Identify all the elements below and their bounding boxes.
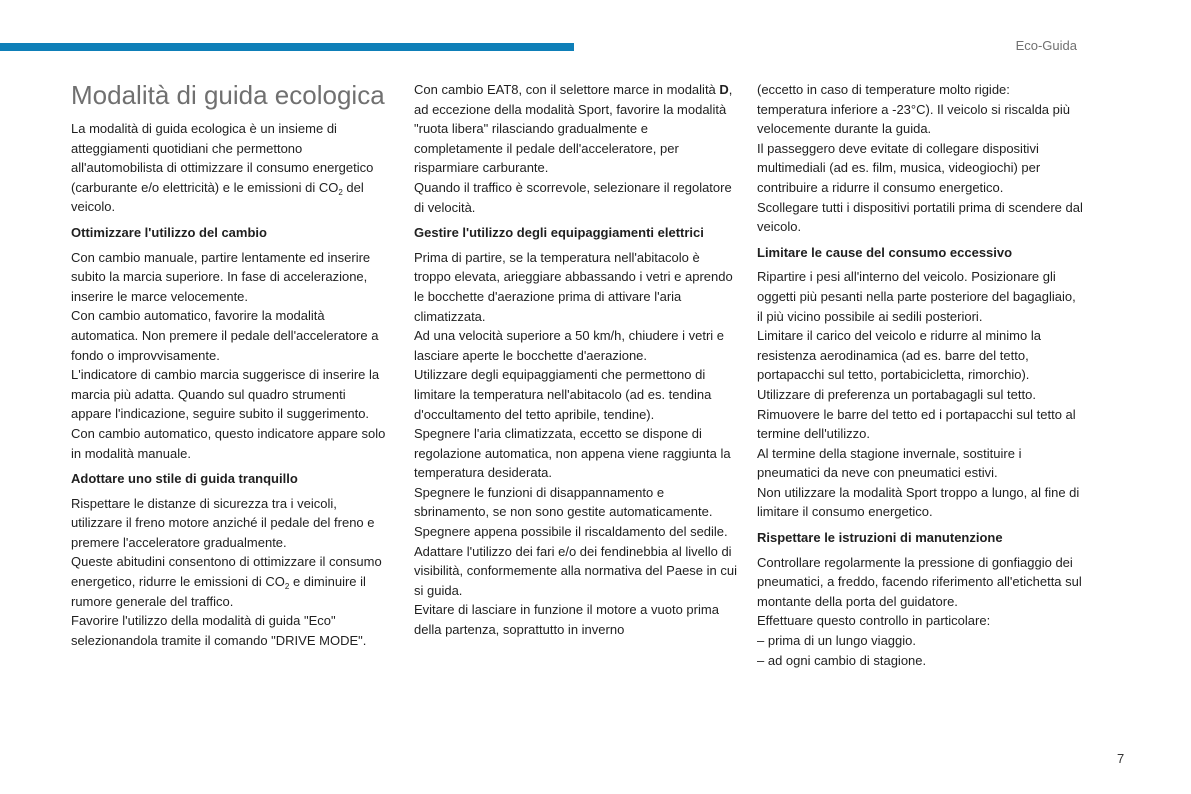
paragraph: Al termine della stagione invernale, sostituire i pneumatici da neve con pneumatici estivi. (757, 445, 1022, 481)
paragraph: Con cambio automatico, favorire la modalità automatica. Non premere il pedale dell'acceleratore a fondo o improvvisamente. (71, 308, 379, 363)
paragraph: Controllare regolarmente la pressione di gonfiaggio dei pneumatici, a freddo, facendo riferimento all'etichetta sul montante della porta del guidatore. (757, 554, 1082, 609)
section-heading-maintenance: Rispettare le istruzioni di manutenzione (757, 530, 1003, 546)
paragraph: Limitare il carico del veicolo e ridurre al minimo la resistenza aerodinamica (ad es. barre del tetto, portapacchi sul tetto, portabicicletta, rimorchio). Utilizzare di preferenza un portabagagli sul tetto. (757, 328, 1041, 402)
paragraph: Prima di partire, se la temperatura nell'abitacolo è troppo elevata, arieggiare abbassando i vetri e aprendo le bocchette d'aerazione prima di attivare l'aria climatizzata. (414, 249, 733, 324)
paragraph: Rispettare le distanze di sicurezza tra i veicoli, utilizzare il freno motore anziché il pedale del freno e premere l'acceleratore gradualmente. (71, 495, 375, 550)
paragraph: Ad una velocità superiore a 50 km/h, chiudere i vetri e lasciare aperte le bocchette d'aerazione. (414, 328, 725, 363)
section-heading-electrical: Gestire l'utilizzo degli equipaggiamenti elettrici (414, 225, 704, 241)
list-item: – ad ogni cambio di stagione. (757, 652, 927, 668)
column-middle (414, 80, 740, 640)
paragraph: L'indicatore di cambio marcia suggerisce di inserire la marcia più adatta. Quando sul quadro strumenti appare l'indicazione, seguire subito il suggerimento. (71, 367, 380, 422)
paragraph: Queste abitudini consentono di ottimizzare il consumo energetico, ridurre le emissioni di $CO_2$ e diminuire il rumore generale del traffico. (71, 554, 382, 609)
paragraph: Utilizzare degli equipaggiamenti che permettono di limitare la temperatura nell'abitacolo (ad es. tendina d'occultamento del tetto apribile, tendine). (414, 367, 712, 422)
paragraph: Spegnere l'aria climatizzata, eccetto se dispone di regolazione automatica, non appena viene raggiunta la temperatura desiderata. (414, 426, 731, 481)
paragraph: Effettuare questo controllo in particolare: (757, 613, 991, 629)
list-item: – prima di un lungo viaggio. (757, 633, 916, 649)
paragraph: Il passeggero deve evitate di collegare dispositivi multimediali (ad es. film, musica, videogiochi) per contribuire a ridurre il consumo energetico. (757, 140, 1041, 195)
column-right (757, 80, 1083, 670)
paragraph: Con cambio EAT8, con il selettore marce in modalità D, ad eccezione della modalità Sport, favorire la modalità "ruota libera" rilasciando gradualmente e completamente il pedale dell'acceleratore, per risparmiare carburante. (414, 82, 733, 176)
paragraph: Favorire l'utilizzo della modalità di guida "Eco" selezionandola tramite il comando "DRIVE MODE". (71, 613, 367, 648)
paragraph: Scollegare tutti i dispositivi portatili prima di scendere dal veicolo. (757, 199, 1083, 235)
paragraph: Evitare di lasciare in funzione il motore a vuoto prima della partenza, soprattutto in inverno (414, 602, 719, 638)
header-accent-bar (0, 43, 574, 51)
section-heading-driving-style: Adottare uno stile di guida tranquillo (71, 471, 298, 487)
paragraph: Spegnere appena possibile il riscaldamento del sedile. (414, 524, 728, 540)
page-title: Modalità di guida ecologica (71, 80, 385, 110)
paragraph: Spegnere le funzioni di disappannamento e sbrinamento, se non sono gestite automaticamente. (414, 484, 713, 520)
paragraph: Ripartire i pesi all'interno del veicolo. Posizionare gli oggetti più pesanti nella parte posteriore del bagagliaio, il più vicino possibile ai sedili posteriori. (757, 269, 1076, 324)
section-title: Eco-Guida (1015, 38, 1077, 53)
intro-paragraph: La modalità di guida ecologica è un insieme di atteggiamenti quotidiani che permettono all'automobilista di ottimizzare il consumo energetico (carburante e/o elettricità) e le emissioni di $CO_2$ del veicolo. (71, 121, 374, 215)
section-heading-consumption: Limitare le cause del consumo eccessivo (757, 244, 1013, 260)
paragraph: Non utilizzare la modalità Sport troppo a lungo, al fine di limitare il consumo energetico. (757, 484, 1080, 520)
page-number: 7 (1117, 751, 1125, 766)
paragraph: Con cambio automatico, questo indicatore appare solo in modalità manuale. (71, 425, 386, 461)
paragraph: (eccetto in caso di temperature molto rigide: temperatura inferiore a -23°C). Il veicolo si riscalda più velocemente durante la guida. (757, 82, 1070, 137)
paragraph: Quando il traffico è scorrevole, selezionare il regolatore di velocità. (414, 179, 732, 215)
paragraph: Adattare l'utilizzo dei fari e/o dei fendinebbia al livello di visibilità, conformemente alla normativa del Paese in cui si guida. (414, 543, 737, 598)
paragraph: Rimuovere le barre del tetto ed i portapacchi sul tetto al termine dell'utilizzo. (757, 406, 1076, 442)
column-left (71, 80, 389, 650)
paragraph: Con cambio manuale, partire lentamente ed inserire subito la marcia superiore. In fase di accelerazione, inserire le marce velocemente. (71, 249, 371, 304)
section-heading-gearbox: Ottimizzare l'utilizzo del cambio (71, 224, 267, 240)
